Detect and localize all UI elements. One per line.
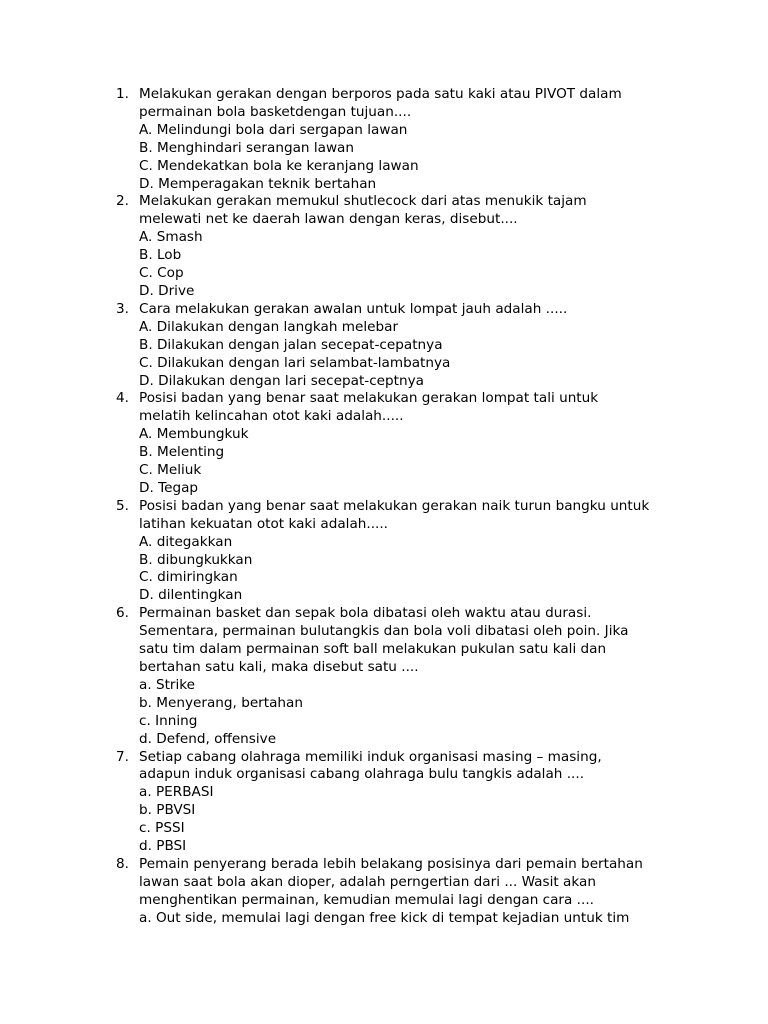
answer-option: C. Meliuk: [139, 462, 202, 479]
answer-option: C. Mendekatkan bola ke keranjang lawan: [139, 157, 419, 174]
answer-option: c. Inning: [139, 712, 198, 729]
question-text-line: Melakukan gerakan memukul shutlecock dari atas menukik tajam: [139, 193, 587, 210]
answer-option: A. Melindungi bola dari sergapan lawan: [139, 121, 408, 138]
question-text-line: Melakukan gerakan dengan berporos pada satu kaki atau PIVOT dalam: [139, 86, 622, 102]
question-item: [110, 86, 710, 193]
question-text-line: latihan kekuatan otot kaki adalah.....: [139, 515, 389, 532]
answer-option: b. PBVSI: [139, 802, 196, 819]
question-text-line: bertahan satu kali, maka disebut satu ....: [139, 659, 419, 675]
answer-option: a. PERBASI: [139, 784, 214, 801]
answer-option: D. Tegap: [139, 479, 199, 496]
answer-option: C. dimiringkan: [139, 569, 238, 586]
question-text-line: satu tim dalam permainan soft ball melakukan pukulan satu kali dan: [139, 641, 607, 658]
answer-option: c. PSSI: [139, 820, 185, 837]
option-list: [139, 910, 710, 928]
answer-option: A. Membungkuk: [139, 426, 249, 443]
answer-option: B. dibungkukkan: [139, 551, 253, 568]
option-list: [139, 426, 710, 498]
answer-option: C. Dilakukan dengan lari selambat-lambatnya: [139, 354, 451, 371]
question-item: [110, 390, 710, 497]
question-item: [110, 301, 710, 391]
question-text-line: melewati net ke daerah lawan dengan keras, disebut....: [139, 211, 518, 228]
question-number: 7.: [116, 748, 129, 765]
question-item: [110, 749, 710, 856]
answer-option: b. Menyerang, bertahan: [139, 694, 303, 711]
answer-option: B. Dilakukan dengan jalan secepat-cepatnya: [139, 336, 443, 353]
answer-option: B. Menghindari serangan lawan: [139, 139, 355, 156]
option-list: [139, 534, 710, 606]
question-item: [110, 856, 710, 928]
answer-option: D. Drive: [139, 282, 195, 299]
question-text-line: lawan saat bola akan dioper, adalah perngertian dari ... Wasit akan: [139, 873, 596, 890]
question-number: 3.: [116, 300, 129, 317]
question-text-line: Permainan basket dan sepak bola dibatasi oleh waktu atau durasi.: [139, 605, 592, 622]
answer-option: d. PBSI: [139, 838, 187, 855]
option-list: [139, 122, 710, 194]
question-text-line: melatih kelincahan otot kaki adalah.....: [139, 408, 404, 425]
question-number: 4.: [116, 390, 129, 407]
question-number: 6.: [116, 605, 129, 622]
question-number: 8.: [116, 855, 129, 872]
option-list: [139, 784, 710, 856]
answer-option: A. ditegakkan: [139, 533, 233, 550]
option-list: [139, 229, 710, 301]
option-list: [139, 677, 710, 749]
question-number: 2.: [116, 193, 129, 210]
question-item: [110, 498, 710, 605]
question-item: [110, 605, 710, 748]
question-text-line: permainan bola basketdengan tujuan....: [139, 103, 412, 120]
option-list: [139, 319, 710, 391]
question-text-line: menghentikan permainan, kemudian memulai lagi dengan cara ....: [139, 891, 594, 908]
answer-option: d. Defend, offensive: [139, 730, 277, 747]
question-text-line: Pemain penyerang berada lebih belakang posisinya dari pemain bertahan: [139, 855, 643, 872]
question-text-line: Posisi badan yang benar saat melakukan gerakan naik turun bangku untuk: [139, 497, 650, 514]
question-text-line: Cara melakukan gerakan awalan untuk lompat jauh adalah .....: [139, 300, 568, 317]
answer-option: a. Strike: [139, 676, 196, 693]
answer-option: a. Out side, memulai lagi dengan free kick di tempat kejadian untuk tim: [139, 909, 630, 926]
question-item: [110, 193, 710, 300]
question-text-line: Posisi badan yang benar saat melakukan gerakan lompat tali untuk: [139, 390, 599, 407]
answer-option: D. dilentingkan: [139, 587, 243, 604]
answer-option: A. Smash: [139, 229, 203, 246]
question-list: [110, 86, 710, 928]
answer-option: C. Cop: [139, 265, 184, 282]
question-text-line: adapun induk organisasi cabang olahraga bulu tangkis adalah ....: [139, 766, 585, 783]
answer-option: B. Lob: [139, 247, 182, 264]
answer-option: D. Memperagakan teknik bertahan: [139, 175, 377, 192]
answer-option: D. Dilakukan dengan lari secepat-ceptnya: [139, 372, 424, 389]
question-number: 1.: [116, 86, 129, 102]
answer-option: A. Dilakukan dengan langkah melebar: [139, 318, 399, 335]
question-text-line: Setiap cabang olahraga memiliki induk organisasi masing – masing,: [139, 748, 602, 765]
question-number: 5.: [116, 497, 129, 514]
question-text-line: Sementara, permainan bulutangkis dan bola voli dibatasi oleh poin. Jika: [139, 623, 629, 640]
answer-option: B. Melenting: [139, 444, 225, 461]
